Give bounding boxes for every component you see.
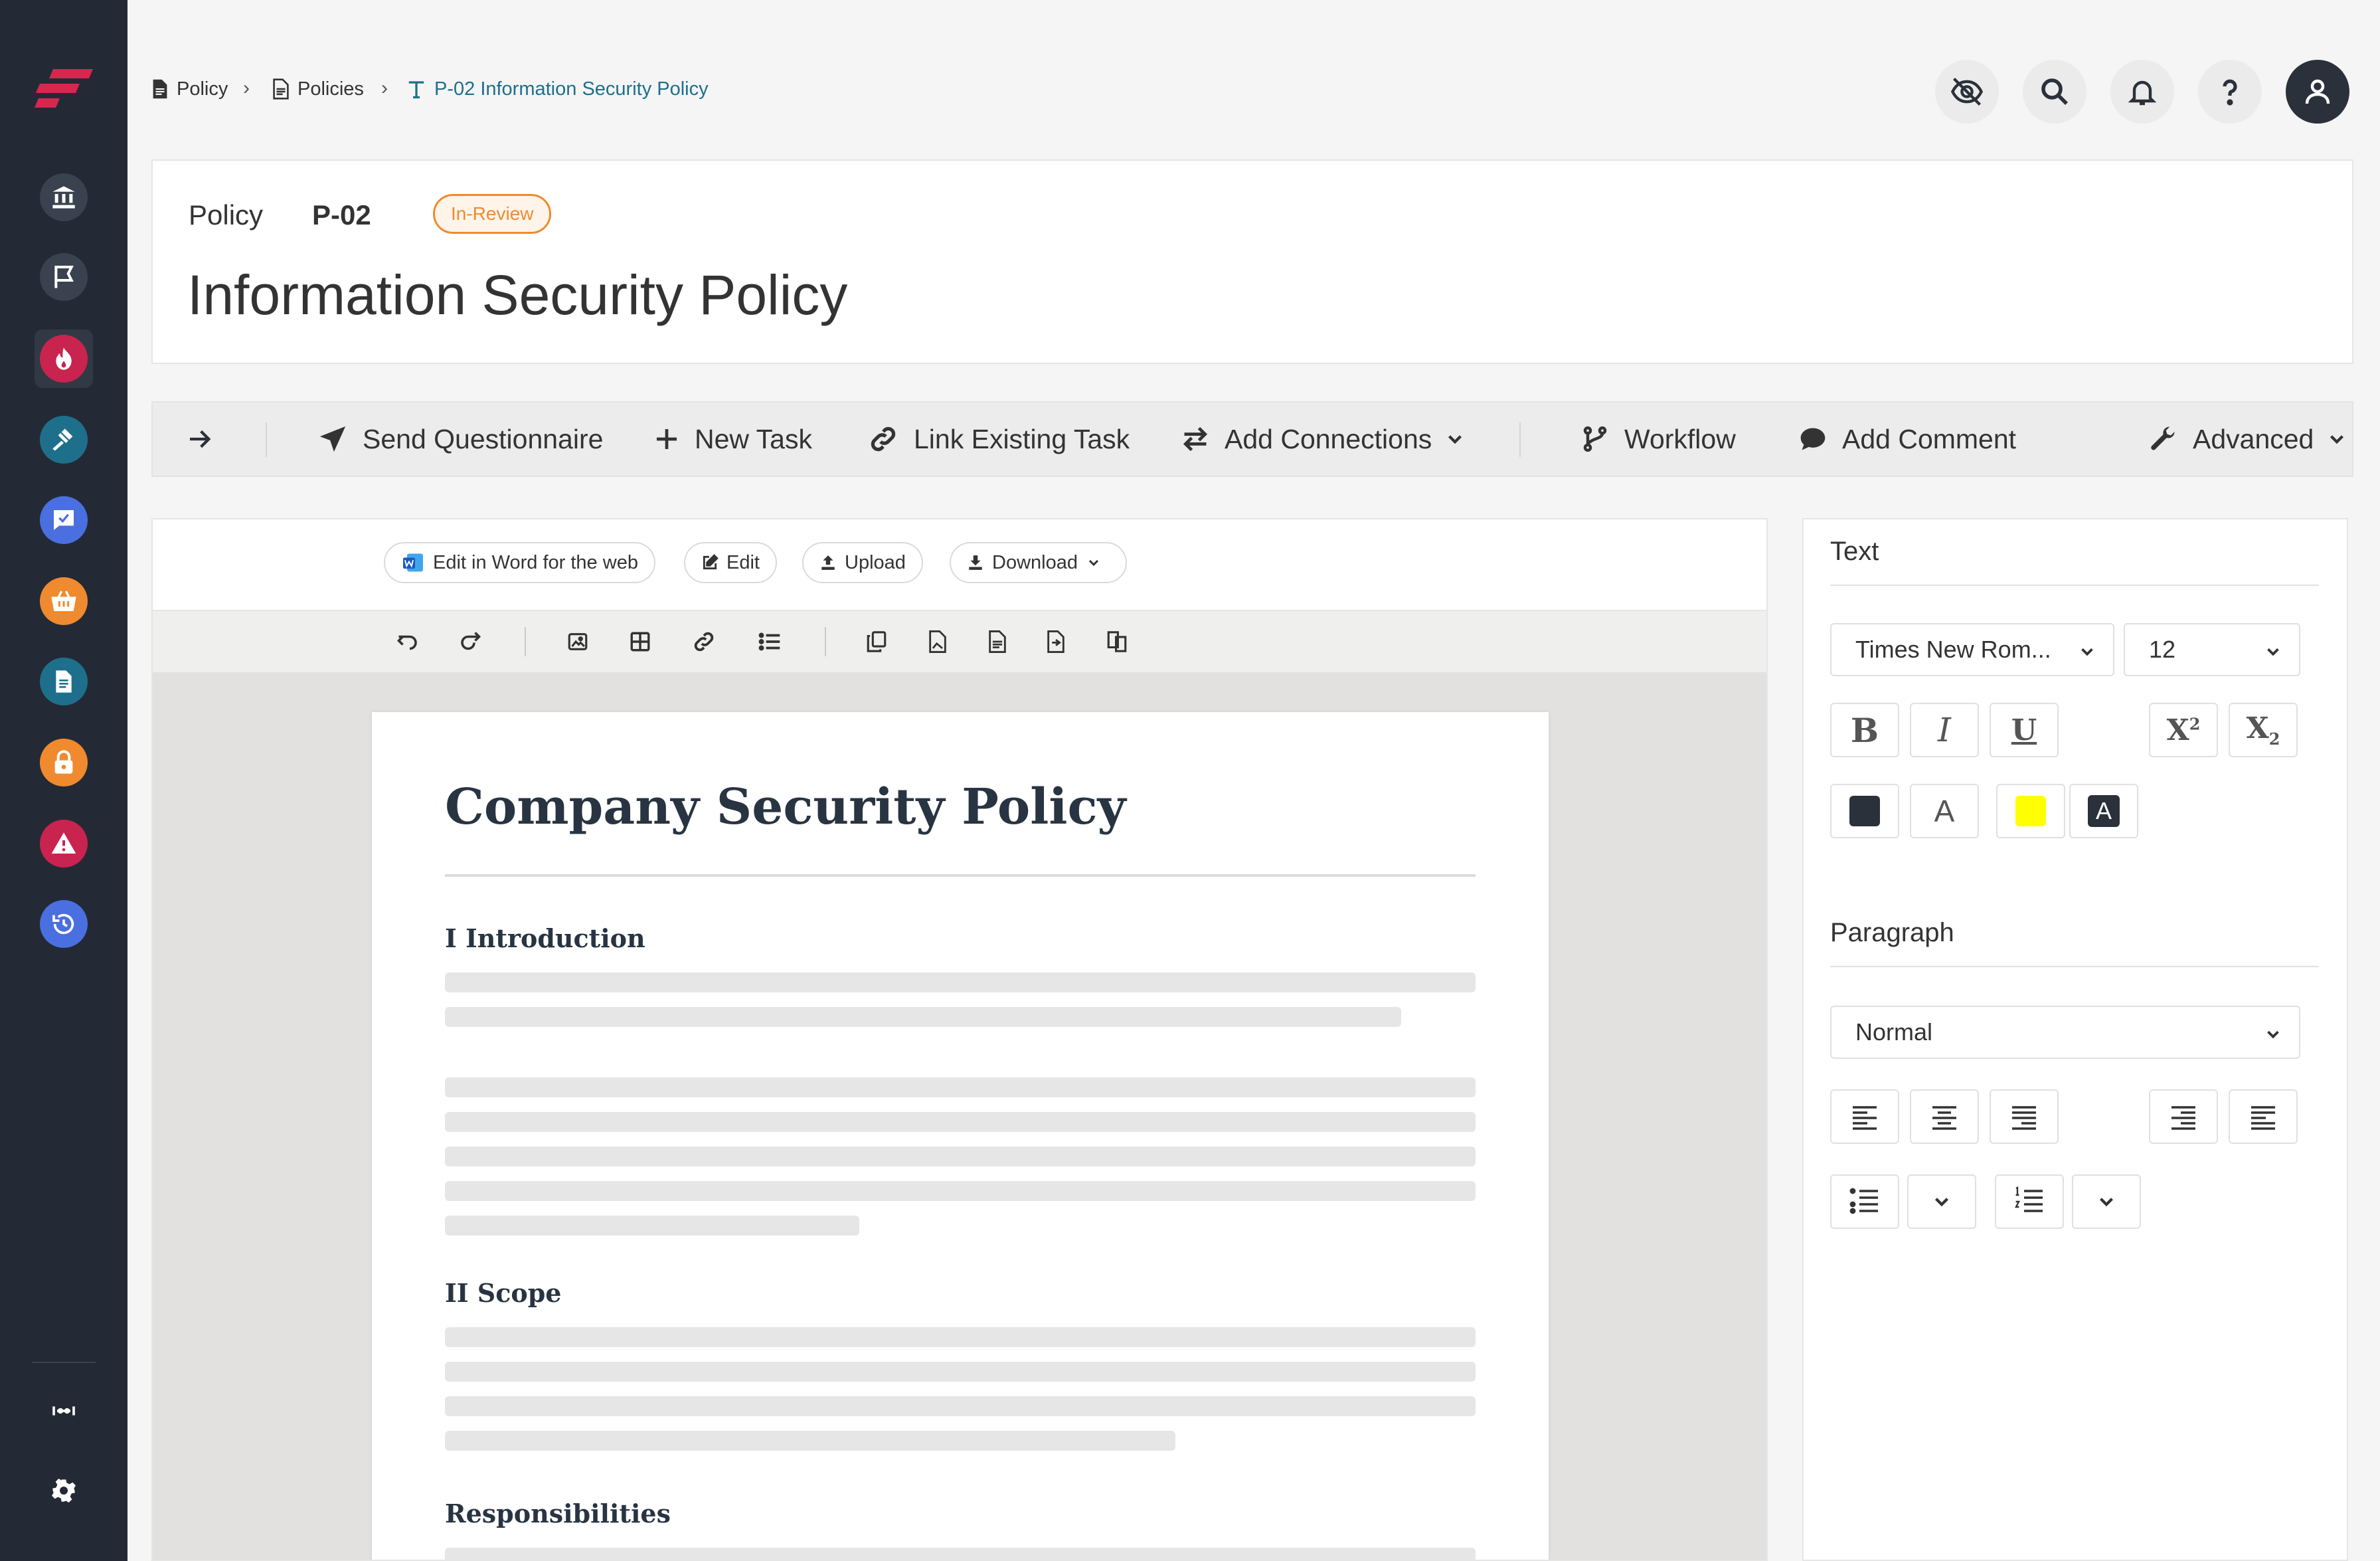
bold-button[interactable]: [1830, 703, 1899, 757]
collapse-button[interactable]: [185, 403, 230, 476]
highlight-text-button[interactable]: [2069, 784, 2138, 838]
upload-label: Upload: [845, 551, 906, 573]
font-family-select[interactable]: [1830, 623, 2114, 676]
text-line-placeholder: [445, 1147, 1476, 1166]
chevron-down-icon: [2326, 428, 2363, 450]
search-icon: [2039, 76, 2071, 108]
underline-icon: U: [2011, 713, 2037, 747]
edit-in-word-button[interactable]: [384, 542, 655, 583]
bold-icon: B: [1850, 710, 1879, 750]
paragraph-section-heading: Paragraph: [1830, 918, 1954, 947]
text-line-placeholder: [445, 1431, 1175, 1451]
section-heading: I Introduction: [445, 923, 645, 953]
superscript-icon: $X^2$: [2166, 713, 2201, 747]
sidebar-item-audit-history[interactable]: [40, 900, 88, 948]
toolbar-separator: [825, 627, 826, 656]
italic-icon: I: [1938, 711, 1951, 749]
font-color-button[interactable]: [1910, 784, 1979, 838]
document-title: Company Security Policy: [445, 779, 1126, 836]
highlight-text-icon: A: [2088, 795, 2120, 827]
upload-icon: [819, 554, 845, 571]
bulleted-list-button[interactable]: [1830, 1174, 1899, 1229]
font-size-select[interactable]: [2124, 623, 2300, 676]
align-left-button[interactable]: [1830, 1089, 1899, 1144]
user-menu-button[interactable]: [2286, 60, 2349, 124]
chevron-down-icon: [1444, 428, 1481, 450]
sidebar-item-risks[interactable]: [40, 335, 88, 383]
gavel-icon: [50, 426, 77, 453]
advanced-label: Advanced: [2193, 423, 2314, 454]
sidebar-item-dashboard[interactable]: [40, 173, 88, 221]
insert-link-button[interactable]: [691, 628, 717, 655]
formatting-toolbar: [153, 611, 1766, 672]
chevron-down-icon: [2077, 642, 2097, 662]
sidebar-item-policies[interactable]: [40, 658, 88, 705]
justify-button[interactable]: [1990, 1089, 2059, 1144]
link-icon: [691, 629, 717, 654]
notifications-button[interactable]: [2110, 60, 2174, 124]
workflow-label: Workflow: [1624, 423, 1736, 454]
underline-button[interactable]: [1990, 703, 2059, 757]
fire-icon: [50, 345, 77, 372]
highlight-swatch-icon: [2015, 796, 2046, 826]
visibility-toggle-button[interactable]: [1935, 60, 1999, 124]
text-line-placeholder: [445, 1327, 1476, 1347]
upload-button[interactable]: [802, 542, 923, 583]
status-badge: In-Review: [433, 194, 551, 234]
file-image-icon: [928, 630, 948, 653]
paragraph-style-value: Normal: [1855, 1018, 1933, 1046]
lock-icon: [50, 749, 77, 776]
justify-icon: [2008, 1101, 2040, 1133]
action-toolbar: [151, 401, 2353, 477]
breadcrumb-policies[interactable]: [272, 77, 364, 101]
subscript-button[interactable]: [2229, 703, 2298, 757]
sidebar-item-settings[interactable]: [50, 1477, 77, 1504]
table-icon: [629, 630, 651, 653]
text-line-placeholder: [445, 1112, 1476, 1132]
subscript-icon: $X_2$: [2246, 711, 2280, 749]
list-icon: [758, 629, 783, 654]
align-center-icon: [1928, 1101, 1960, 1133]
chevron-down-icon: [1086, 555, 1110, 571]
font-family-value: Times New Rom...: [1855, 636, 2051, 663]
wrench-icon: [2149, 424, 2193, 454]
redo-button[interactable]: [457, 628, 483, 655]
sidebar-item-incidents[interactable]: [40, 820, 88, 868]
section-divider: [1830, 585, 2319, 586]
warning-icon: [50, 830, 77, 857]
sidebar-item-integrations[interactable]: [50, 1398, 77, 1424]
chevron-down-icon: [2263, 1024, 2283, 1044]
history-icon: [50, 911, 77, 937]
editor-header: [153, 519, 1766, 611]
text-section-heading: Text: [1830, 537, 1879, 566]
sidebar-item-messages[interactable]: [40, 496, 88, 544]
word-icon: [401, 551, 433, 575]
text-line-placeholder: [445, 1548, 1476, 1561]
gear-icon: [50, 1477, 77, 1504]
superscript-button[interactable]: [2149, 703, 2218, 757]
new-task-button[interactable]: [653, 403, 812, 476]
branch-icon: [1580, 424, 1624, 454]
font-size-value: 12: [2149, 636, 2176, 663]
link-existing-task-button[interactable]: [867, 403, 1130, 476]
text-color-button[interactable]: [1830, 784, 1899, 838]
insert-table-button[interactable]: [627, 628, 653, 655]
chevron-right-icon: ›: [243, 77, 250, 99]
edit-in-word-label: Edit in Word for the web: [433, 551, 638, 573]
align-right-button[interactable]: [2149, 1089, 2218, 1144]
highlight-color-button[interactable]: [1996, 784, 2065, 838]
section-divider: [1830, 966, 2319, 967]
arrow-right-icon: [185, 426, 230, 452]
breadcrumb-policy[interactable]: [151, 77, 228, 101]
align-left-icon: [1849, 1101, 1881, 1133]
image-icon: [566, 630, 589, 653]
breadcrumb-label: Policies: [298, 78, 364, 100]
section-heading: II Scope: [445, 1278, 562, 1308]
duplicate-file-icon: [1106, 630, 1128, 653]
formatting-panel: [1802, 518, 2348, 1561]
edit-label: Edit: [726, 551, 760, 573]
bell-icon: [2126, 76, 2158, 108]
align-right-icon: [2168, 1101, 2199, 1133]
chevron-right-icon: ›: [381, 77, 388, 99]
send-questionnaire-label: Send Questionnaire: [363, 423, 604, 454]
toolbar-divider: [1519, 422, 1521, 457]
bank-icon: [50, 184, 77, 211]
numbered-list-button[interactable]: [1995, 1174, 2064, 1229]
file-text-button[interactable]: [984, 628, 1011, 655]
undo-button[interactable]: [394, 628, 421, 655]
text-line-placeholder: [445, 1077, 1476, 1097]
brand-logo[interactable]: [33, 64, 94, 110]
add-connections-label: Add Connections: [1225, 423, 1432, 454]
basket-icon: [50, 588, 77, 614]
sidebar-item-compliance[interactable]: [40, 416, 88, 464]
sidebar-item-flags[interactable]: [40, 253, 88, 301]
copy-button[interactable]: [863, 628, 890, 655]
page-title: Information Security Policy: [187, 264, 848, 326]
duplicate-file-button[interactable]: [1104, 628, 1130, 655]
sidebar-divider: [32, 1362, 96, 1363]
numbered-list-icon: [2012, 1186, 2047, 1218]
paragraph-style-select[interactable]: [1830, 1006, 2300, 1059]
edit-icon: [701, 554, 726, 571]
bulleted-list-icon: [1847, 1186, 1882, 1218]
toolbar-separator: [525, 627, 526, 656]
sidebar: [0, 0, 128, 1561]
file-export-icon: [1046, 630, 1066, 653]
send-questionnaire-button[interactable]: [317, 403, 603, 476]
edit-button[interactable]: [684, 542, 777, 583]
add-comment-button[interactable]: [1798, 403, 2016, 476]
document-page[interactable]: [372, 712, 1549, 1561]
color-swatch-icon: [1849, 796, 1880, 826]
add-comment-label: Add Comment: [1842, 423, 2017, 454]
file-text-icon: [987, 630, 1007, 653]
help-button[interactable]: [2198, 60, 2262, 124]
flag-icon: [50, 264, 77, 290]
sidebar-item-security[interactable]: [40, 739, 88, 786]
align-center-button[interactable]: [1910, 1089, 1979, 1144]
document-icon: [50, 668, 77, 695]
text-line-placeholder: [445, 972, 1476, 992]
align-justify-icon: [2247, 1101, 2279, 1133]
file-export-button[interactable]: [1043, 628, 1069, 655]
record-code: P-02: [312, 199, 371, 230]
download-label: Download: [992, 551, 1078, 573]
add-connections-dropdown[interactable]: [1181, 403, 1481, 476]
text-line-placeholder: [445, 1216, 859, 1236]
new-task-label: New Task: [695, 423, 812, 454]
bulleted-list-options[interactable]: [1907, 1174, 1976, 1229]
text-line-placeholder: [445, 1181, 1476, 1201]
breadcrumb-label: Policy: [177, 78, 228, 100]
sidebar-item-vendors[interactable]: [40, 577, 88, 625]
link-existing-task-label: Link Existing Task: [914, 423, 1130, 454]
chevron-down-icon: [2095, 1190, 2118, 1213]
text-line-placeholder: [445, 1396, 1476, 1416]
breadcrumb-current: [406, 77, 709, 101]
plus-icon: [653, 426, 695, 452]
user-icon: [2302, 76, 2334, 108]
link-icon: [867, 423, 914, 455]
download-dropdown[interactable]: [950, 542, 1127, 583]
font-color-icon: A: [1934, 794, 1955, 828]
text-type-icon: [406, 78, 434, 100]
bullet-list-button[interactable]: [757, 628, 784, 655]
align-justify-button[interactable]: [2229, 1089, 2298, 1144]
copy-icon: [865, 630, 888, 653]
italic-button[interactable]: [1910, 703, 1979, 757]
chevron-down-icon: [1930, 1190, 1953, 1213]
redo-icon: [458, 630, 482, 654]
text-line-placeholder: [445, 1362, 1476, 1382]
chat-icon: [50, 507, 77, 533]
visibility-off-icon: [1950, 74, 1984, 109]
search-button[interactable]: [2023, 60, 2086, 124]
document-editor: [151, 518, 1768, 1561]
insert-image-button[interactable]: [564, 628, 591, 655]
swap-arrows-icon: [1181, 424, 1225, 454]
paper-plane-icon: [317, 424, 363, 454]
breadcrumb-label: P-02 Information Security Policy: [434, 78, 709, 100]
section-heading: Responsibilities: [445, 1499, 671, 1528]
undo-icon: [396, 630, 420, 654]
chevron-down-icon: [2263, 642, 2283, 662]
record-type-label: Policy: [189, 199, 264, 230]
file-icon: [151, 78, 177, 100]
title-card: [151, 159, 2353, 364]
download-icon: [967, 554, 992, 571]
workflow-button[interactable]: [1580, 403, 1736, 476]
numbered-list-options[interactable]: [2072, 1174, 2141, 1229]
comment-icon: [1798, 424, 1842, 454]
title-rule: [445, 874, 1476, 877]
advanced-dropdown[interactable]: [2149, 403, 2363, 476]
help-icon: [2214, 76, 2246, 108]
integrations-icon: [50, 1398, 77, 1424]
file-outline-icon: [272, 78, 298, 100]
text-line-placeholder: [445, 1007, 1401, 1027]
toolbar-divider: [266, 422, 267, 457]
file-image-button[interactable]: [924, 628, 951, 655]
